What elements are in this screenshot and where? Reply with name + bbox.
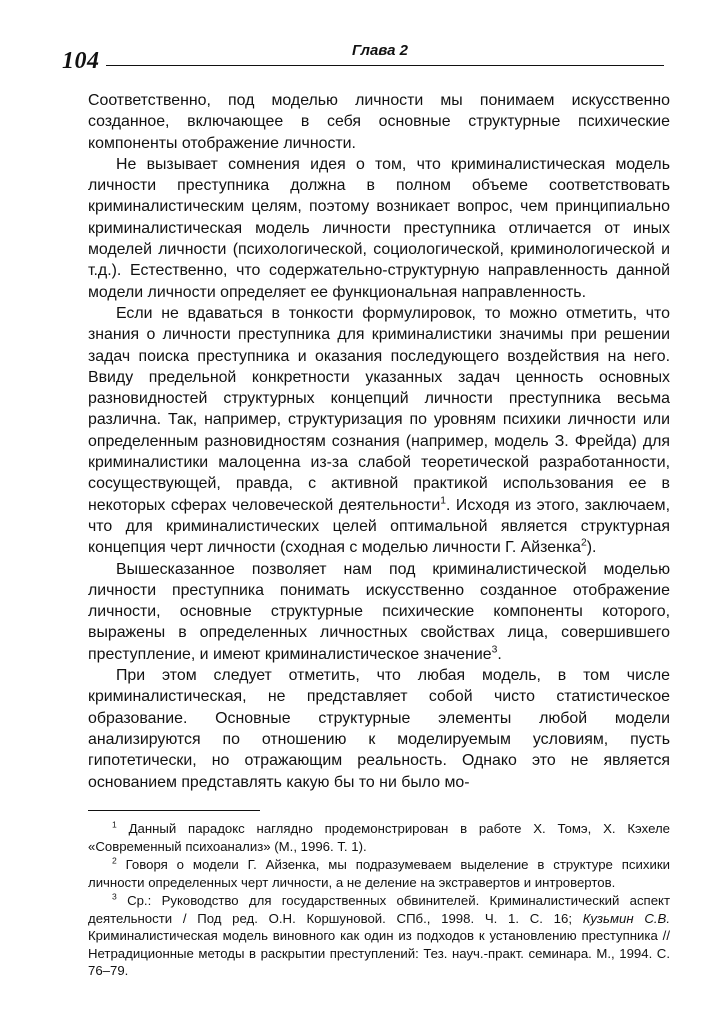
- paragraph-3: [88, 303, 670, 559]
- footnote-ref-1[interactable]: 1: [440, 495, 446, 507]
- footnote-mark: 3: [112, 891, 117, 902]
- footnote-text: Данный парадокс наглядно продемонстрирован в работе Х. Томэ, Х. Кэхеле «Современный психоанализ» (М., 1996. Т. 1).: [88, 821, 670, 854]
- footnote-text: Ср.: Руководство для государственных обвинителей. Криминалистический аспект деятельности / Под ред. О.Н. Коршуновой. СПб., 1998. Ч. 1. С. 16;: [88, 893, 670, 926]
- paragraph-text: При этом следует отметить, что любая модель, в том числе криминалистическая, не представляет собой чисто статистическое образование. Основные структурные элементы любой модели анализируются по отношению к моделируемым условиям, пусть гипотетически, но отражающим реальность. Однако это не является основанием представлять какую бы то ни было мо-: [88, 667, 670, 791]
- paragraph-5: [88, 665, 670, 793]
- footnote-ref-3[interactable]: 3: [491, 644, 498, 656]
- paragraph-4: [88, 559, 670, 665]
- footnote-2: [88, 856, 670, 891]
- paragraph-text: . Исходя из этого, заключаем, что для криминалистических целей оптимальной является структурная концепция черт личности (сходная с моделью личности Г. Айзенка: [88, 496, 670, 557]
- chapter-title: Глава 2: [352, 42, 409, 59]
- paragraph-text: Вышесказанное позволяет нам под криминалистической моделью личности преступника понимать искусственно созданное отображение личности, основные структурные психические компоненты которого, выражены в определенных личностных свойствах лица, совершившего преступление, и имеют криминалистическое значение: [88, 560, 670, 663]
- footnote-author: Кузьмин С.В.: [582, 910, 670, 926]
- paragraph-text: ).: [586, 539, 597, 557]
- footnote-mark: 2: [112, 855, 117, 866]
- footnote-3: [88, 892, 670, 980]
- paragraph-2: [88, 154, 670, 303]
- footnote-text: Криминалистическая модель виновного как один из подходов к установлению преступника // Нетрадиционные методы в раскрытии преступлений: Тез. науч.-практ. семинара. М., 1994. С. 76–79.: [88, 928, 670, 978]
- paragraph-text: Соответственно, под моделью личности мы понимаем искусственно созданное, включающее в себя основные структурные психические компоненты отображение личности.: [88, 92, 670, 152]
- main-text: [88, 90, 670, 793]
- footnote-mark: 1: [112, 819, 117, 830]
- running-header: [62, 40, 664, 76]
- footnote-text: Говоря о модели Г. Айзенка, мы подразумеваем выделение в структуре психики личности определенных черт личности, а не деление на экстравертов и интровертов.: [88, 857, 670, 890]
- paragraph-1: [88, 90, 670, 154]
- footnote-ref-2[interactable]: 2: [580, 537, 587, 549]
- header-rule: [106, 65, 664, 66]
- page-number: 104: [62, 48, 100, 74]
- footnote-separator: [88, 810, 260, 811]
- footnotes: [88, 820, 670, 981]
- paragraph-text: Если не вдаваться в тонкости формулировок, то можно отметить, что знания о личности преступника для криминалистики значимы при решении задач поиска преступника и оказания последующего воздействия на него. Ввиду предельной конкретности указанных задач ценность основных разновидностей структурных концепций личности преступника весьма различна. Так, например, структуризация по уровням психики личности или определенным разновидностям сознания (например, модель З. Фрейда) для криминалистики малоценна из-за слабой теоретической разработанности, сосуществующей, правда, с активной практикой использования ее в некоторых сферах человеческой деятельности: [88, 304, 670, 514]
- footnote-1: [88, 820, 670, 855]
- paragraph-text: .: [497, 645, 502, 663]
- paragraph-text: Не вызывает сомнения идея о том, что криминалистическая модель личности преступника должна в полном объеме соответствовать криминалистическим целям, поэтому возникает вопрос, чем принципиально криминалистическая модель личности преступника отличается от иных моделей личности (психологической, социологической, криминологической и т.д.). Естественно, что содержательно-структурную направленность данной модели личности определяет ее функциональная направленность.: [88, 155, 670, 301]
